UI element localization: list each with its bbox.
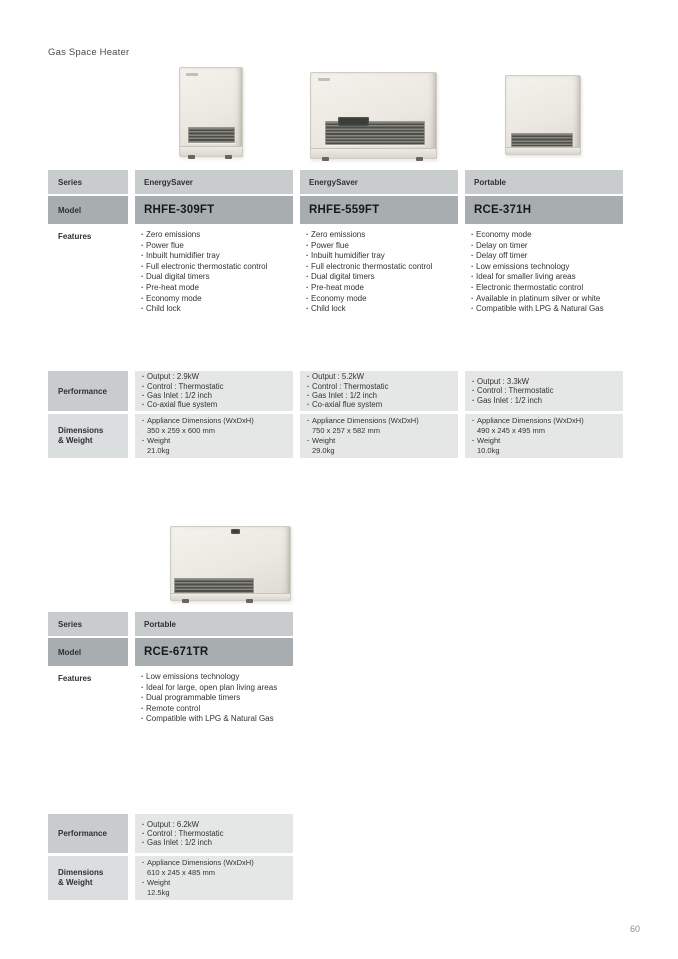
heater-body <box>179 67 243 157</box>
dimensions-label-line1: Dimensions <box>58 426 104 435</box>
list-line: · Weight <box>307 436 458 446</box>
dimensions-label-line2: & Weight <box>58 878 93 887</box>
product-image-rce-371h <box>505 75 581 157</box>
page-title: Gas Space Heater <box>48 47 130 58</box>
page-number: 60 <box>629 924 640 934</box>
list-line: · Appliance Dimensions (WxDxH) <box>142 416 293 426</box>
list-line: · Pre-heat mode <box>141 283 295 294</box>
row-label-performance: Performance <box>48 371 128 411</box>
product-image-rhfe-309ft <box>179 67 243 162</box>
list-line: · Weight <box>142 878 293 888</box>
row-label-dimensions <box>48 856 128 900</box>
dimensions-list <box>465 414 623 458</box>
list-line: · Dual programmable timers <box>141 693 305 704</box>
list-line: 610 x 245 x 485 mm <box>147 868 215 878</box>
series-value: Portable <box>465 170 623 194</box>
list-line: · Output : 5.2kW <box>307 372 458 381</box>
model-value: RCE-371H <box>465 196 623 224</box>
list-line: · Compatible with LPG & Natural Gas <box>471 304 627 315</box>
row-label-performance: Performance <box>48 814 128 853</box>
heater-grille <box>511 133 573 147</box>
list-line: · Full electronic thermostatic control <box>141 262 295 273</box>
list-line: · Ideal for large, open plan living areas <box>141 683 305 694</box>
list-line: · Delay on timer <box>471 241 627 252</box>
list-line: · Appliance Dimensions (WxDxH) <box>472 416 623 426</box>
list-line: 490 x 245 x 495 mm <box>477 426 545 436</box>
list-line: · Electronic thermostatic control <box>471 283 627 294</box>
row-label-dimensions <box>48 414 128 458</box>
row-label-features: Features <box>58 674 92 683</box>
performance-list <box>135 371 293 411</box>
list-line: · Economy mode <box>306 294 460 305</box>
performance-list <box>135 814 293 853</box>
list-line: · Weight <box>142 436 293 446</box>
heater-body <box>310 72 437 159</box>
heater-foot <box>416 157 423 161</box>
brand-logo-mark <box>318 78 330 81</box>
dimensions-label-line2: & Weight <box>58 436 93 445</box>
dimensions-list <box>300 414 458 458</box>
list-line: · Dual digital timers <box>141 272 295 283</box>
list-line: · Pre-heat mode <box>306 283 460 294</box>
model-value: RCE-671TR <box>135 638 293 666</box>
list-line: · Gas Inlet : 1/2 inch <box>472 396 623 405</box>
list-line: · Full electronic thermostatic control <box>306 262 460 273</box>
product-image-rhfe-559ft <box>310 72 437 164</box>
list-line: · Ideal for smaller living areas <box>471 272 627 283</box>
heater-foot <box>246 599 253 603</box>
list-line: 10.0kg <box>477 445 500 455</box>
product-image-rce-671tr <box>170 526 291 606</box>
row-label-model: Model <box>48 638 128 666</box>
list-line: · Control : Thermostatic <box>142 829 293 838</box>
heater-body <box>505 75 581 155</box>
features-list <box>135 230 295 315</box>
list-line: · Gas Inlet : 1/2 inch <box>142 391 293 400</box>
list-line: · Remote control <box>141 704 305 715</box>
series-value: EnergySaver <box>300 170 458 194</box>
list-line: · Output : 3.3kW <box>472 377 623 386</box>
list-line: · Zero emissions <box>141 230 295 241</box>
heater-base <box>506 147 580 154</box>
performance-list <box>300 371 458 411</box>
list-line: · Economy mode <box>471 230 627 241</box>
list-line: · Control : Thermostatic <box>142 382 293 391</box>
list-line: · Inbuilt humidifier tray <box>141 251 295 262</box>
control-display <box>231 529 240 534</box>
list-line: · Child lock <box>306 304 460 315</box>
list-line: 12.5kg <box>147 887 170 897</box>
dimensions-label-line1: Dimensions <box>58 868 104 877</box>
list-line: · Low emissions technology <box>141 672 305 683</box>
heater-foot <box>322 157 329 161</box>
list-line: · Weight <box>472 436 623 446</box>
brand-logo-mark <box>186 73 198 76</box>
list-line: · Appliance Dimensions (WxDxH) <box>307 416 458 426</box>
list-line: · Power flue <box>306 241 460 252</box>
row-label-model: Model <box>48 196 128 224</box>
performance-list <box>465 371 623 411</box>
heater-grille <box>188 127 235 143</box>
list-line: · Gas Inlet : 1/2 inch <box>142 838 293 847</box>
model-value: RHFE-559FT <box>300 196 458 224</box>
list-line: · Control : Thermostatic <box>472 386 623 395</box>
series-value: Portable <box>135 612 293 636</box>
list-line: · Appliance Dimensions (WxDxH) <box>142 858 293 868</box>
list-line: · Zero emissions <box>306 230 460 241</box>
list-line: · Power flue <box>141 241 295 252</box>
control-display <box>338 117 369 126</box>
list-line: · Dual digital timers <box>306 272 460 283</box>
row-label-features: Features <box>58 232 92 241</box>
list-line: 750 x 257 x 582 mm <box>312 426 380 436</box>
heater-body <box>170 526 291 601</box>
list-line: · Co-axial flue system <box>307 400 458 409</box>
list-line: · Child lock <box>141 304 295 315</box>
features-list <box>300 230 460 315</box>
list-line: · Gas Inlet : 1/2 inch <box>307 391 458 400</box>
model-value: RHFE-309FT <box>135 196 293 224</box>
list-line: · Delay off timer <box>471 251 627 262</box>
list-line: · Compatible with LPG & Natural Gas <box>141 714 305 725</box>
list-line: 350 x 259 x 600 mm <box>147 426 215 436</box>
heater-foot <box>225 155 232 159</box>
dimensions-list <box>135 414 293 458</box>
heater-foot <box>182 599 189 603</box>
list-line: · Output : 6.2kW <box>142 820 293 829</box>
dimensions-list <box>135 856 293 900</box>
list-line: · Available in platinum silver or white <box>471 294 627 305</box>
row-label-series: Series <box>48 170 128 194</box>
series-value: EnergySaver <box>135 170 293 194</box>
heater-foot <box>188 155 195 159</box>
list-line: · Low emissions technology <box>471 262 627 273</box>
list-line: · Economy mode <box>141 294 295 305</box>
features-list <box>465 230 627 315</box>
list-line: · Control : Thermostatic <box>307 382 458 391</box>
features-list <box>135 672 305 725</box>
list-line: · Co-axial flue system <box>142 400 293 409</box>
list-line: · Inbuilt humidifier tray <box>306 251 460 262</box>
row-label-series: Series <box>48 612 128 636</box>
list-line: 29.0kg <box>312 445 335 455</box>
list-line: · Output : 2.9kW <box>142 372 293 381</box>
list-line: 21.0kg <box>147 445 170 455</box>
